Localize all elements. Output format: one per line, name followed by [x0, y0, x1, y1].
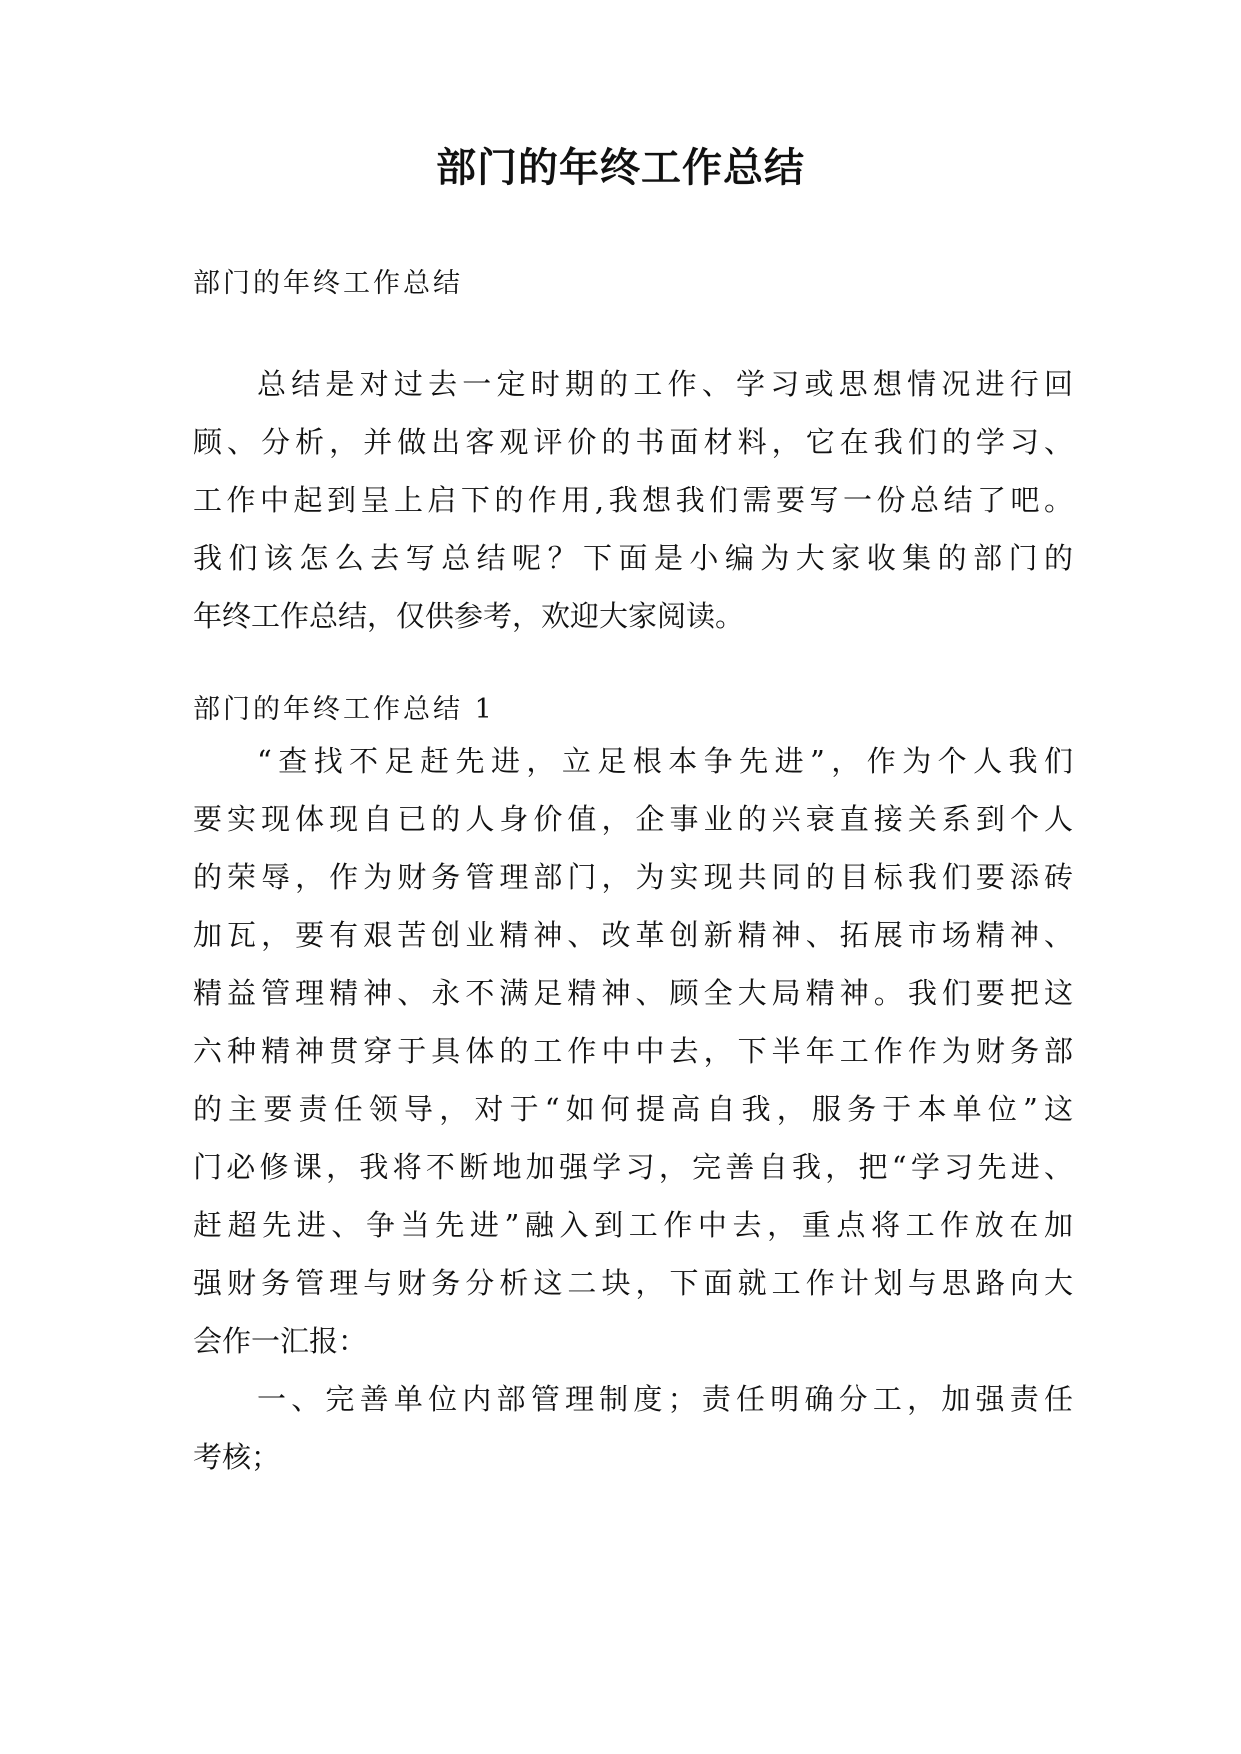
section-line: 的主要责任领导，对于“如何提高自我，服务于本单位”这: [193, 1092, 1073, 1126]
intro-paragraph: [193, 355, 1073, 645]
section-heading: 部门的年终工作总结 1: [193, 694, 495, 725]
section-line: 六种精神贯穿于具体的工作中中去，下半年工作作为财务部: [193, 1034, 1073, 1068]
section-line: 门必修课，我将不断地加强学习，完善自我，把“学习先进、: [193, 1150, 1073, 1184]
intro-line: 年终工作总结，仅供参考，欢迎大家阅读。: [193, 599, 745, 633]
intro-line: 总结是对过去一定时期的工作、学习或思想情况进行回: [257, 367, 1073, 401]
section-line: 强财务管理与财务分析这二块，下面就工作计划与思路向大: [193, 1266, 1073, 1300]
section-line: “查找不足赶先进，立足根本争先进”，作为个人我们: [257, 744, 1073, 778]
section-line: 赶超先进、争当先进”融入到工作中去，重点将工作放在加: [193, 1208, 1073, 1242]
intro-line: 顾、分析，并做出客观评价的书面材料，它在我们的学习、: [193, 425, 1073, 459]
section-line: 的荣辱，作为财务管理部门，为实现共同的目标我们要添砖: [193, 860, 1073, 894]
section-line: 会作一汇报：: [193, 1324, 368, 1358]
item-line: 考核；: [193, 1440, 281, 1474]
section-line: 要实现体现自已的人身价值，企事业的兴衰直接关系到个人: [193, 802, 1073, 836]
section-line: 精益管理精神、永不满足精神、顾全大局精神。我们要把这: [193, 976, 1073, 1010]
intro-line: 工作中起到呈上启下的作用,我想我们需要写一份总结了吧。: [193, 483, 1073, 517]
section-line: 加瓦，要有艰苦创业精神、改革创新精神、拓展市场精神、: [193, 918, 1073, 952]
section-paragraph: [193, 732, 1073, 1370]
item-paragraph: [193, 1370, 1073, 1486]
item-line: 一、完善单位内部管理制度；责任明确分工，加强责任: [257, 1382, 1073, 1416]
document-title: 部门的年终工作总结: [436, 144, 805, 191]
document-subtitle: 部门的年终工作总结: [193, 268, 463, 299]
intro-line: 我们该怎么去写总结呢？下面是小编为大家收集的部门的: [193, 541, 1073, 575]
